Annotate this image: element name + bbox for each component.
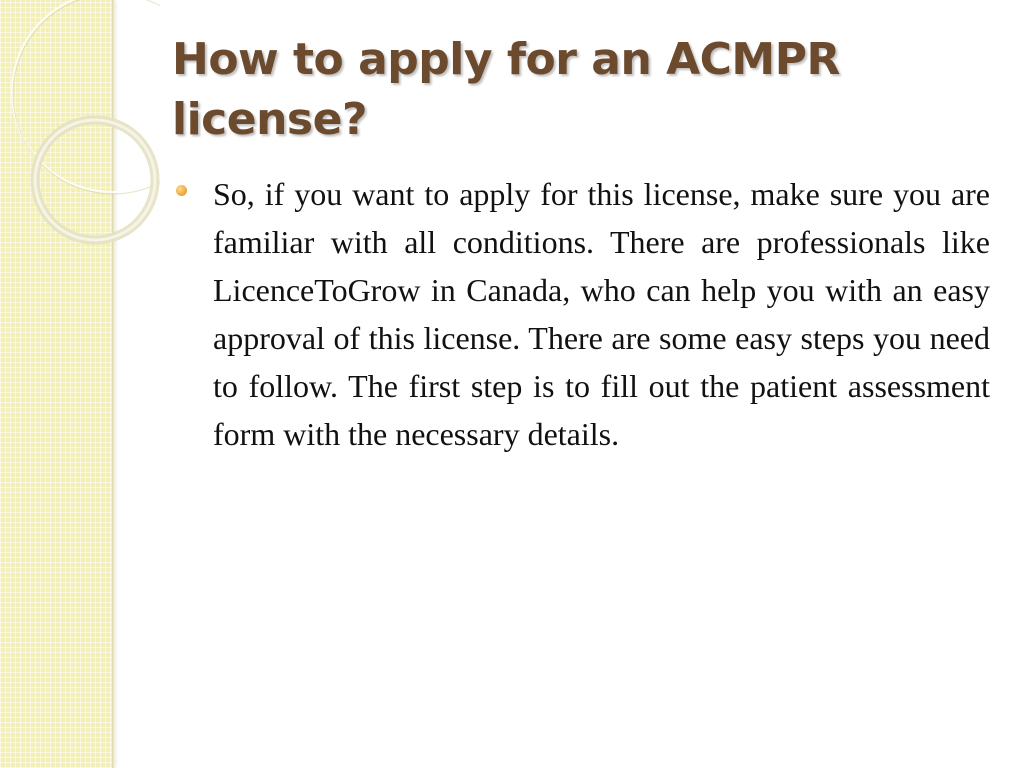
slide-title: How to apply for an ACMPR license?	[172, 34, 840, 145]
bullet-icon	[176, 185, 187, 196]
bullet-list	[176, 170, 990, 458]
decorative-circle-small-highlight	[35, 120, 155, 240]
decorative-circles	[0, 0, 160, 260]
bullet-paragraph: So, if you want to apply for this license, make sure you are familiar with all conditions. There are professionals like LicenceToGrow in Canada, who can help you with an easy approval of this license. There are some easy steps you need to follow. The first step is to fill out the patient assessment form with the necessary details.	[213, 176, 990, 452]
